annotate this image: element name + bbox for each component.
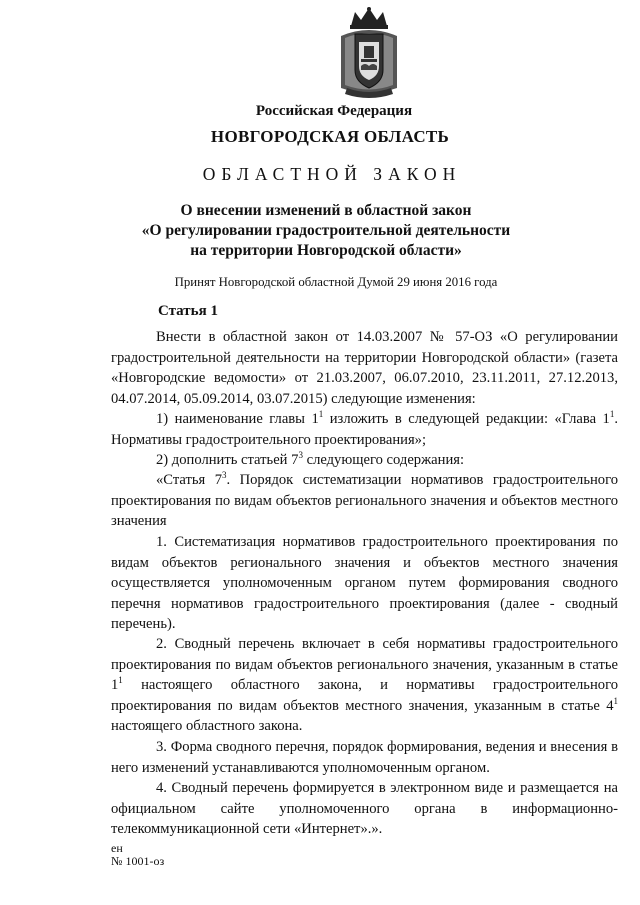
footer-number: № 1001-оз <box>111 854 165 868</box>
law-title-line: О внесении изменений в областной закон <box>180 202 472 219</box>
paragraph-intro: Внести в областной закон от 14.03.2007 № 57-ОЗ «О регулировании градостроительной деятельности на территории Новгородской области» (газета «Новгородские ведомости» от 21.03.2007, 06.07.2010, 23.11.2011, 27.12.2013, 04.07.2014, 05.09.2014, 03.07.2015) следующие изменения: <box>111 329 618 407</box>
article-heading: Статья 1 <box>158 303 218 319</box>
paragraph-point-1: 1. Систематизация нормативов градостроительного проектирования по видам объектов регионального значения и объектов местного значения осуществляется уполномоченным органом путем формирования сводного перечня нормативов градостроительного проектирования (далее - сводный перечень). <box>111 534 618 632</box>
paragraph-point-2: 2. Сводный перечень включает в себя нормативы градостроительного проектирования по видам объектов регионального значения, указанным в статье $1^1$ настоящего областного закона, и нормативы градостроительного проектирования по видам объектов местного значения, указанным в статье $4^1$ настоящего областного закона. <box>111 636 618 734</box>
footer-reference <box>111 842 164 868</box>
document-type: ОБЛАСТНОЙ ЗАКОН <box>202 164 462 184</box>
paragraph-article-7-3: «Статья $7^3$. Порядок систематизации нормативов градостроительного проектирования по видам объектов регионального значения и объектов местного значения <box>111 470 618 529</box>
paragraph-item-1: 1) наименование главы $1^1$ изложить в следующей редакции: «Глава $1^1$. Нормативы градостроительного проектирования»; <box>111 409 618 448</box>
paragraph-point-3: 3. Форма сводного перечня, порядок формирования, ведения и внесения в него изменений устанавливаются уполномоченным органом. <box>111 739 618 776</box>
region-name: НОВГОРОДСКАЯ ОБЛАСТЬ <box>210 127 450 146</box>
paragraph-point-4: 4. Сводный перечень формируется в электронном виде и размещается на официальном сайте уполномоченного органа в информационно-телекоммуникационной сети «Интернет».». <box>111 780 618 837</box>
country-name: Российская Федерация <box>255 103 413 119</box>
paragraph-item-2: 2) дополнить статьей $7^3$ следующего содержания: <box>156 450 465 468</box>
law-title-line: «О регулировании градостроительной деятельности <box>141 222 511 239</box>
coat-of-arms-emblem <box>337 6 401 98</box>
adoption-note: Принят Новгородской областной Думой 29 июня 2016 года <box>174 275 498 289</box>
footer-initials: ен <box>111 841 123 855</box>
law-title <box>6 201 640 261</box>
law-title-line: на территории Новгородской области» <box>190 242 462 259</box>
